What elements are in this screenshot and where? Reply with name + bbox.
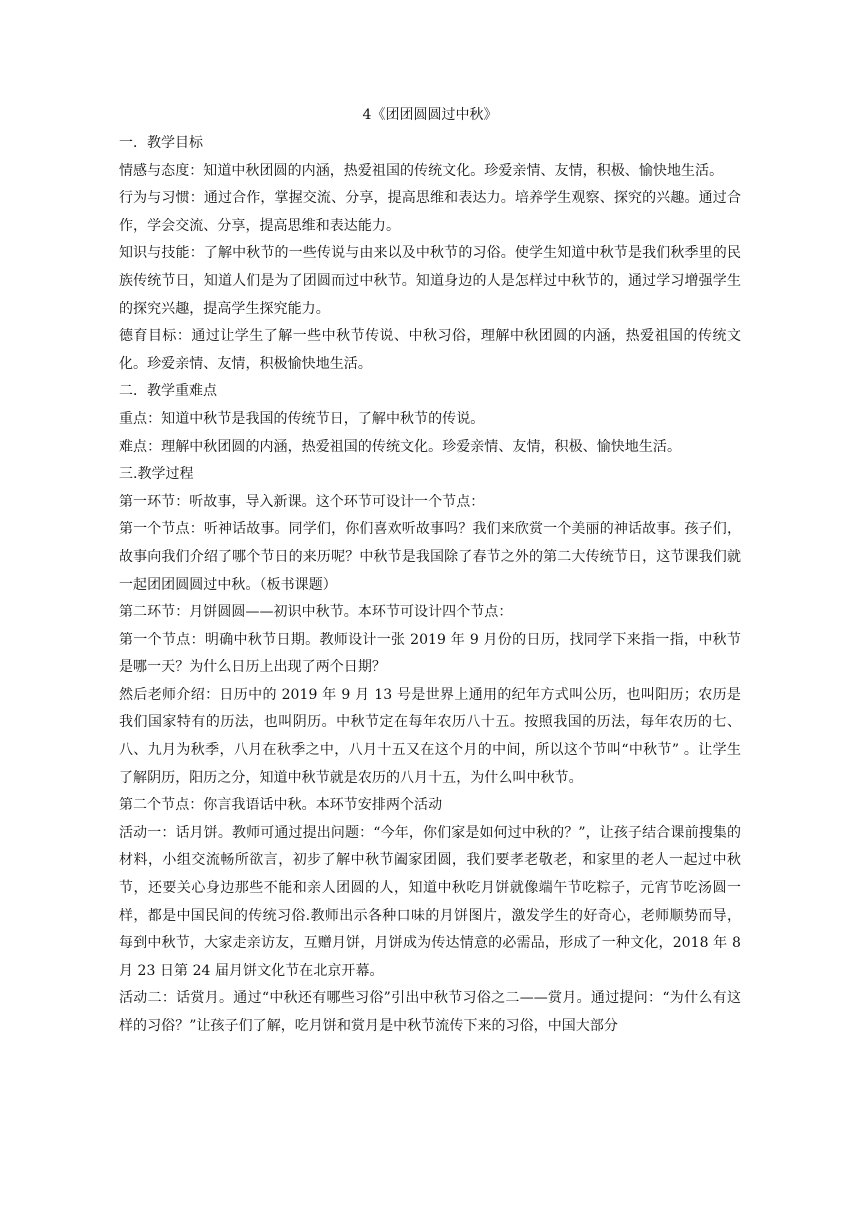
document-title: 4《团团圆圆过中秋》 — [362, 107, 498, 123]
section-heading-key-points: 二．教学重难点 — [119, 383, 217, 400]
paragraph-activity-one: 活动一：话月饼。教师可通过提出问题：“今年，你们家是如何过中秋的？”，让孩子结合课前搜集的材料，小组交流畅所欲言，初步了解中秋节阖家团圆，我们要孝老敬老，和家里的老人一起过中秋节，还要关心身边那些不能和亲人团圆的人，知道中秋吃月饼就像端午节吃粽子，元宵节吃汤圆一样，都是中国民间的传统习俗.教师出示各种口味的月饼图片，激发学生的好奇心，老师顺势而导，每到中秋节，大家走亲访友，互赠月饼，月饼成为传达情意的必需品，形成了一种文化，2018 年 8 月 23 日第 24 届月饼文化节在北京开幕。 — [119, 824, 741, 979]
paragraph-knowledge-skill: 知识与技能：了解中秋节的一些传说与由来以及中秋节的习俗。使学生知道中秋节是我们秋季里的民族传统节日，知道人们是为了团圆而过中秋节。知道身边的人是怎样过中秋节的，通过学习增强学生的探究兴趣，提高学生探究能力。 — [119, 245, 741, 317]
paragraph-difficulty: 难点：理解中秋团圆的内涵，热爱祖国的传统文化。珍爱亲情、友情，积极、愉快地生活。 — [119, 438, 681, 455]
section-heading-process: 三.教学过程 — [119, 466, 194, 483]
paragraph-stage-one-node-one: 第一个节点：听神话故事。同学们，你们喜欢听故事吗？我们来欣赏一个美丽的神话故事。孩子们，故事向我们介绍了哪个节日的来历呢？中秋节是我国除了春节之外的第二大传统节日，这节课我们就一起团团圆圆过中秋。（板书课题） — [119, 521, 741, 593]
paragraph-behavior-habit: 行为与习惯：通过合作，掌握交流、分享，提高思维和表达力。培养学生观察、探究的兴趣。通过合作，学会交流、分享，提高思维和表达能力。 — [119, 190, 741, 234]
paragraph-emotion-attitude: 情感与态度：知道中秋团圆的内涵，热爱祖国的传统文化。珍爱亲情、友情，积极、愉快地生活。 — [119, 162, 724, 179]
paragraph-stage-two-node-one: 第一个节点：明确中秋节日期。教师设计一张 2019 年 9 月份的日历，找同学下来指一指，中秋节是哪一天？为什么日历上出现了两个日期？ — [119, 631, 741, 676]
paragraph-key-point: 重点：知道中秋节是我国的传统节日，了解中秋节的传说。 — [119, 410, 485, 427]
section-heading-objectives: 一．教学目标 — [119, 135, 203, 151]
paragraph-stage-two: 第二环节：月饼圆圆——初识中秋节。本环节可设计四个节点： — [119, 604, 513, 621]
paragraph-stage-two-node-two: 第二个节点：你言我语话中秋。本环节安排两个活动 — [119, 797, 443, 814]
paragraph-moral-goal: 德育目标：通过让学生了解一些中秋节传说、中秋习俗，理解中秋团圆的内涵，热爱祖国的传统文化。珍爱亲情、友情，积极愉快地生活。 — [119, 328, 741, 372]
document-page — [119, 104, 741, 1041]
paragraph-calendar-explanation: 然后老师介绍：日历中的 2019 年 9 月 13 号是世界上通用的纪年方式叫公历，也叫阳历；农历是我们国家特有的历法，也叫阴历。中秋节定在每年农历八十五。按照我国的历法，每年农历的七、八、九月为秋季，八月在秋季之中，八月十五又在这个月的中间，所以这个节叫“中秋节” 。让学生了解阴历，阳历之分，知道中秋节就是农历的八月十五，为什么叫中秋节。 — [119, 686, 741, 786]
paragraph-stage-one: 第一环节：听故事，导入新课。这个环节可设计一个节点： — [119, 493, 485, 510]
paragraph-activity-two: 活动二：话赏月。通过“中秋还有哪些习俗”引出中秋节习俗之二——赏月。通过提问：“为什么有这样的习俗？”让孩子们了解，吃月饼和赏月是中秋节流传下来的习俗，中国大部分 — [119, 990, 741, 1034]
